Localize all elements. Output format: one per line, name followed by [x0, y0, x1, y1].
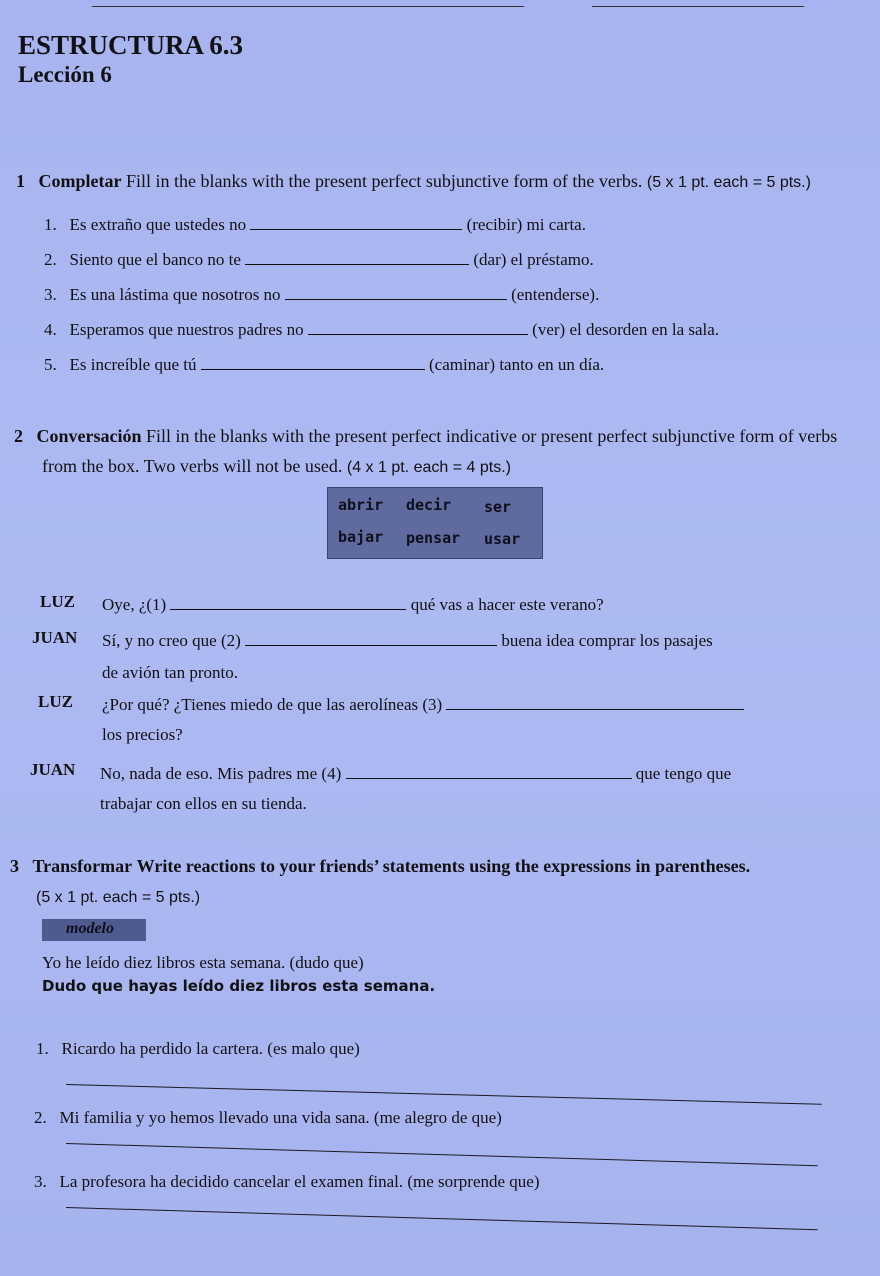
answer-line-2[interactable] — [66, 1143, 818, 1166]
section3-instructions: Write reactions to your friends’ statements using the expressions in parentheses. — [136, 856, 751, 876]
word-ser: ser — [484, 498, 512, 516]
answer-blank[interactable] — [170, 593, 406, 610]
answer-blank[interactable] — [446, 693, 744, 710]
s1-item-2 — [44, 248, 594, 270]
dialogue-line-4 — [100, 762, 731, 784]
item-text: Es increíble que tú — [69, 355, 197, 374]
word-pensar: pensar — [406, 529, 461, 547]
s1-item-4 — [44, 318, 719, 340]
verb-word-box — [327, 487, 543, 559]
section2-header — [14, 426, 837, 447]
s3-item-3 — [34, 1172, 540, 1192]
s3-item-1 — [36, 1039, 360, 1059]
dialogue-text: buena idea comprar los pasajes — [501, 631, 713, 650]
dialogue-text: Oye, ¿(1) — [102, 595, 167, 614]
speaker-juan: JUAN — [32, 628, 78, 647]
item-number: 5. — [44, 355, 57, 374]
section2-heading: Conversación — [36, 426, 142, 446]
section3-number: 3 — [10, 856, 19, 876]
section2-instructions-1: Fill in the blanks with the present perfect indicative or present perfect subjunctive form of verbs — [146, 426, 838, 446]
modelo-label: modelo — [66, 920, 114, 937]
section2-instructions-2: from the box. Two verbs will not be used. — [42, 456, 343, 476]
item-number: 1. — [36, 1039, 49, 1058]
item-text: Siento que el banco no te — [69, 250, 241, 269]
word-bajar: bajar — [338, 528, 384, 546]
dialogue-line-1 — [102, 593, 604, 615]
section3-header — [10, 856, 750, 877]
section2-header-line2 — [42, 456, 511, 477]
dialogue-text: ¿Por qué? ¿Tienes miedo de que las aerolíneas (3) — [102, 695, 443, 714]
dialogue-line-2-cont: de avión tan pronto. — [102, 663, 238, 682]
item-text: Es extraño que ustedes no — [69, 215, 247, 234]
s1-item-5 — [44, 353, 604, 375]
answer-blank[interactable] — [245, 248, 469, 265]
dialogue-text: que tengo que — [635, 764, 732, 783]
dialogue-line-3 — [102, 693, 744, 715]
item-number: 4. — [44, 320, 57, 339]
speaker-luz: LUZ — [38, 692, 73, 711]
speaker-luz: LUZ — [40, 592, 75, 611]
item-number: 1. — [44, 215, 57, 234]
answer-blank[interactable] — [346, 762, 632, 779]
item-text: Ricardo ha perdido la cartera. (es malo que) — [61, 1039, 360, 1058]
item-verb: (ver) el desorden en la sala. — [532, 320, 720, 339]
section1-instructions: Fill in the blanks with the present perfect subjunctive form of the verbs. — [125, 171, 643, 191]
word-abrir: abrir — [338, 496, 384, 514]
page-title: ESTRUCTURA 6.3 — [18, 30, 244, 60]
section1-points: (5 x 1 pt. each = 5 pts.) — [646, 174, 811, 191]
dialogue-text: No, nada de eso. Mis padres me (4) — [100, 764, 342, 783]
modelo-answer: Dudo que hayas leído diez libros esta semana. — [42, 977, 436, 995]
item-verb: (caminar) tanto en un día. — [429, 355, 605, 374]
date-line — [592, 6, 804, 7]
answer-blank[interactable] — [285, 283, 507, 300]
answer-blank[interactable] — [201, 353, 425, 370]
item-verb: (entenderse). — [511, 285, 600, 304]
section2-points: (4 x 1 pt. each = 4 pts.) — [346, 459, 511, 476]
section1-heading: Completar — [38, 171, 122, 191]
dialogue-text: qué vas a hacer este verano? — [410, 595, 604, 614]
dialogue-line-2 — [102, 629, 713, 651]
item-verb: (recibir) mi carta. — [466, 215, 586, 234]
section2-number: 2 — [14, 426, 23, 446]
s1-item-1 — [44, 213, 586, 235]
section1-number: 1 — [16, 171, 25, 191]
item-text: Es una lástima que nosotros no — [69, 285, 281, 304]
section3-heading: Transformar — [32, 856, 133, 876]
s3-item-2 — [34, 1108, 502, 1128]
answer-line-3[interactable] — [66, 1207, 818, 1230]
word-decir: decir — [406, 496, 452, 514]
item-text: Esperamos que nuestros padres no — [69, 320, 304, 339]
answer-blank[interactable] — [245, 629, 497, 646]
section1-header — [16, 171, 811, 192]
item-number: 2. — [34, 1108, 47, 1127]
answer-blank[interactable] — [308, 318, 528, 335]
dialogue-line-4-cont: trabajar con ellos en su tienda. — [100, 794, 307, 813]
word-usar: usar — [484, 530, 521, 548]
answer-line-1[interactable] — [66, 1084, 822, 1105]
item-text: La profesora ha decidido cancelar el examen final. (me sorprende que) — [59, 1172, 540, 1191]
s1-item-3 — [44, 283, 599, 305]
speaker-juan: JUAN — [30, 760, 76, 779]
item-text: Mi familia y yo hemos llevado una vida sana. (me alegro de que) — [59, 1108, 502, 1127]
item-number: 3. — [44, 285, 57, 304]
section3-points: (5 x 1 pt. each = 5 pts.) — [36, 889, 201, 906]
dialogue-text: Sí, y no creo que (2) — [102, 631, 241, 650]
modelo-label-box — [42, 919, 146, 941]
dialogue-line-3-cont: los precios? — [102, 725, 183, 744]
answer-blank[interactable] — [250, 213, 462, 230]
item-number: 2. — [44, 250, 57, 269]
item-verb: (dar) el préstamo. — [473, 250, 594, 269]
lesson-title: Lección 6 — [18, 62, 112, 87]
item-number: 3. — [34, 1172, 47, 1191]
modelo-prompt: Yo he leído diez libros esta semana. (dudo que) — [42, 953, 364, 972]
name-line — [92, 6, 524, 7]
